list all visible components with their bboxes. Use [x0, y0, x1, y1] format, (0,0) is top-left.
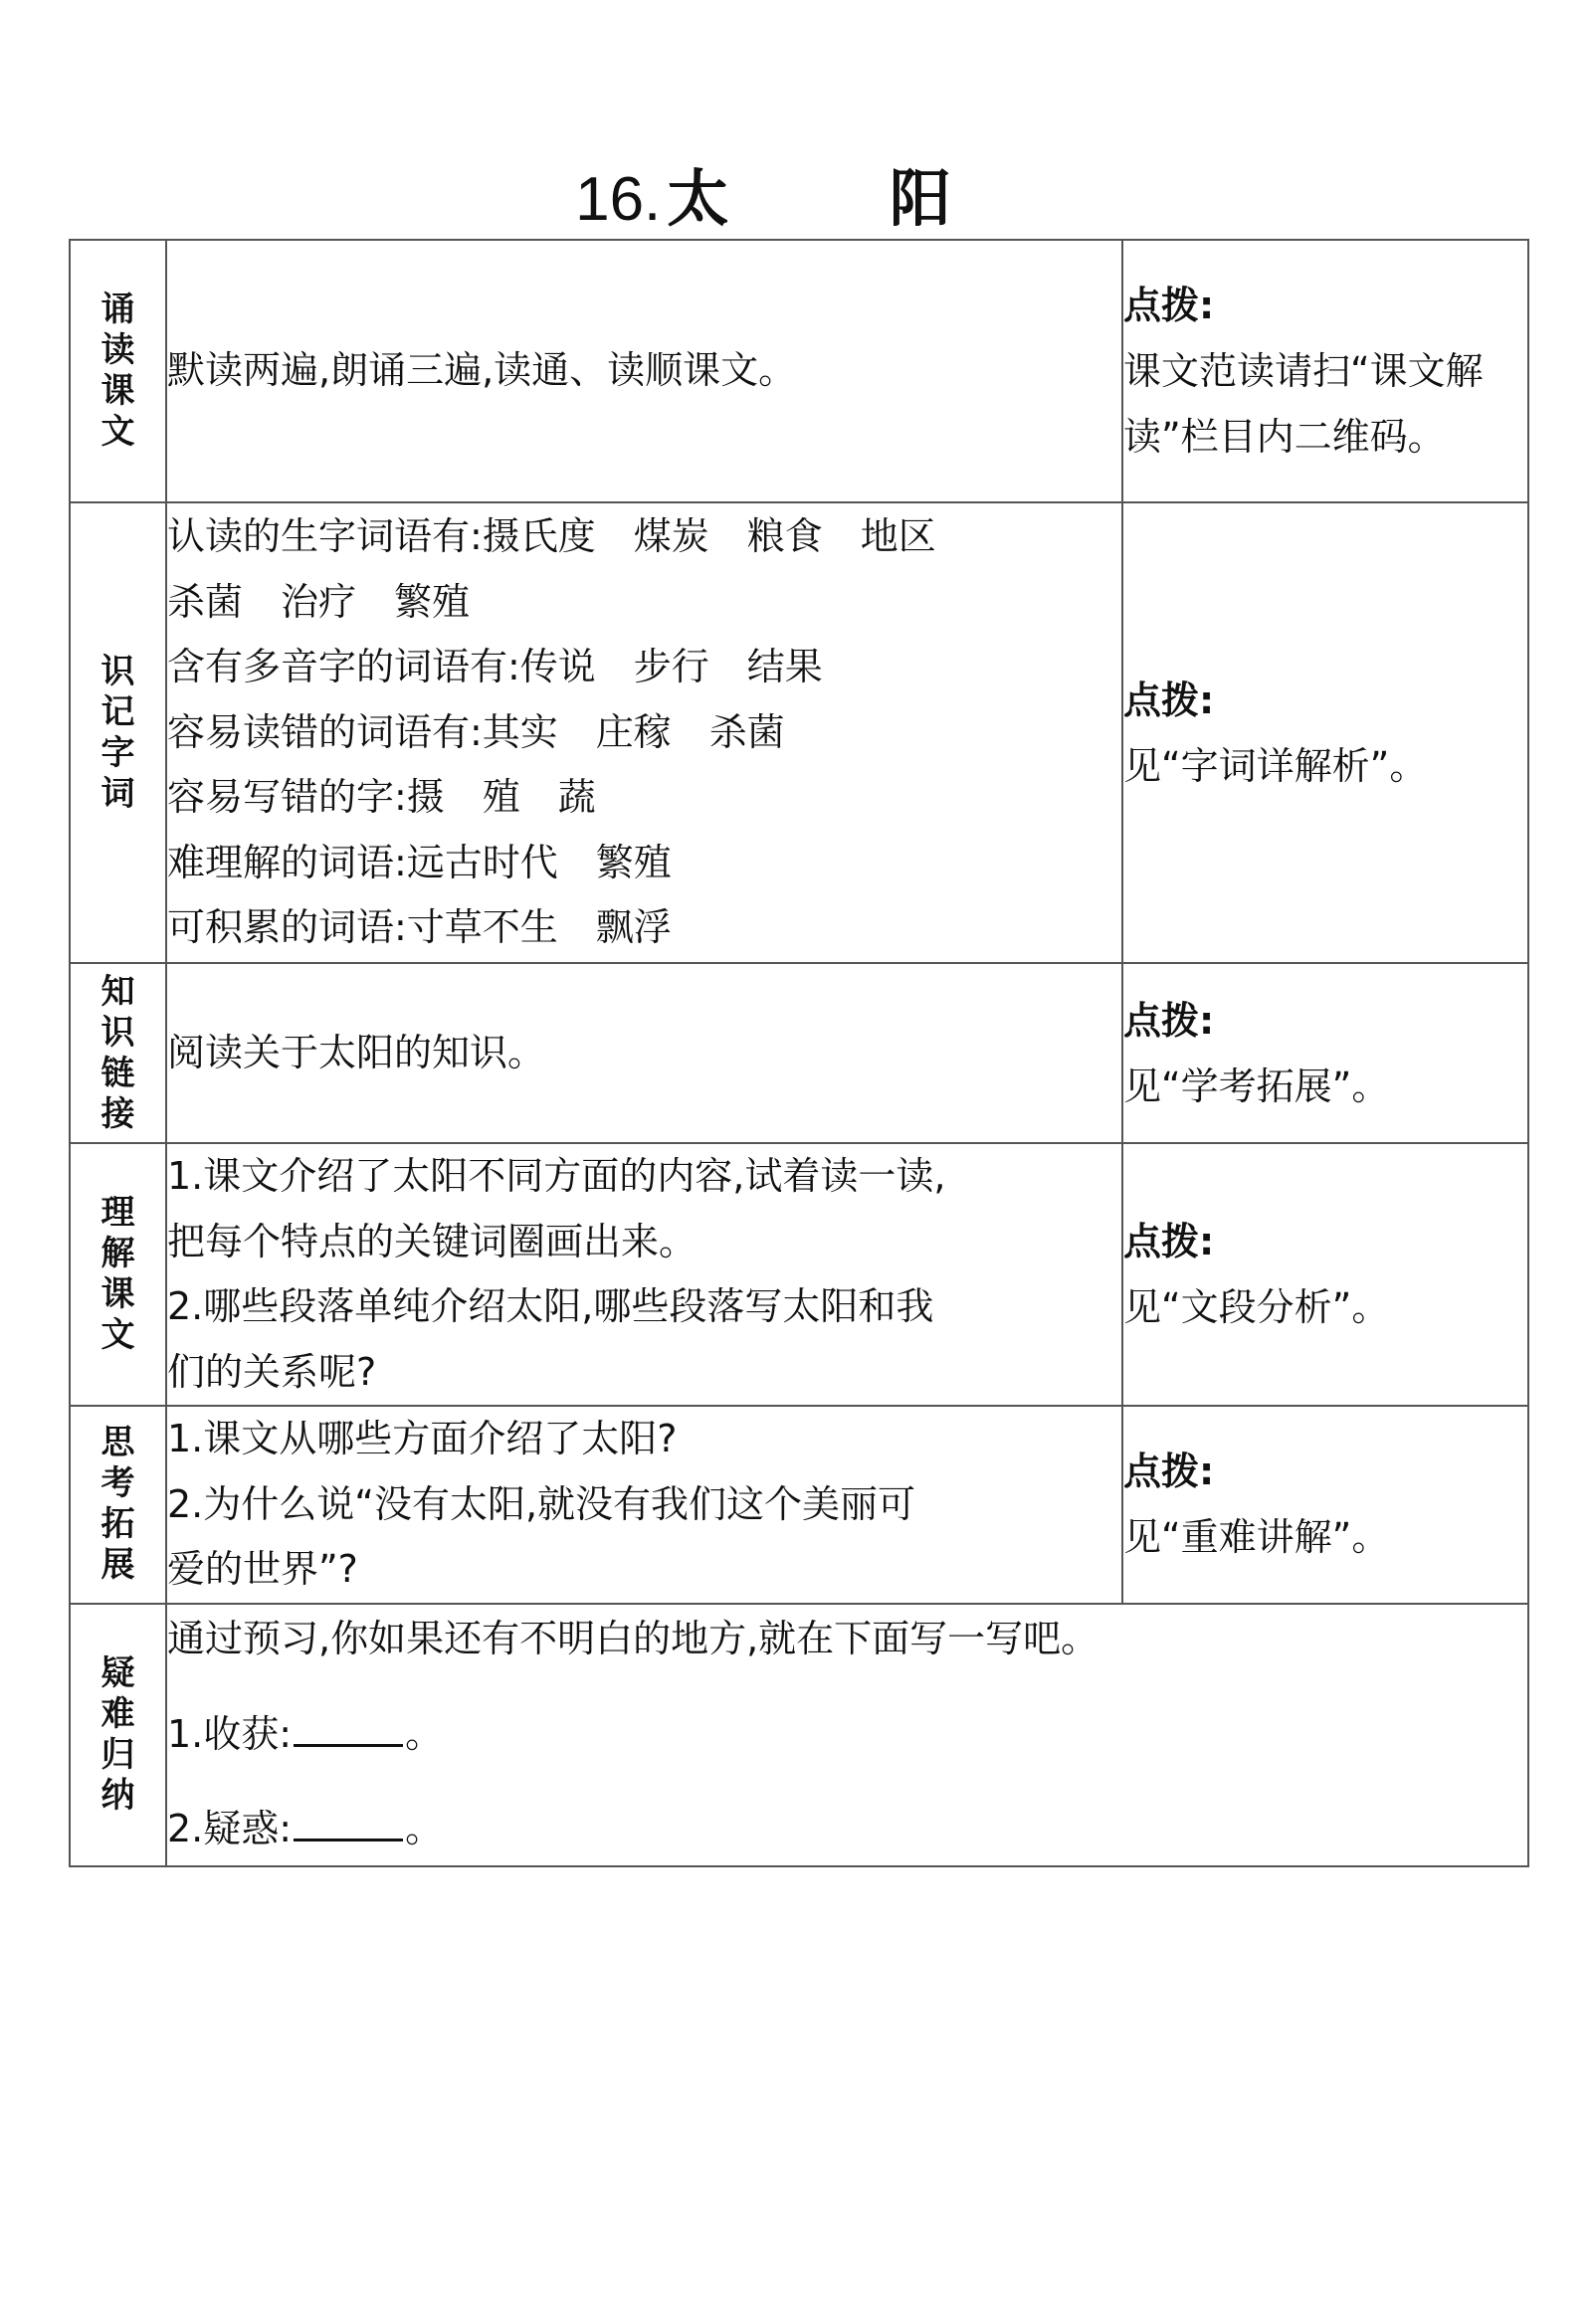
page-title — [0, 159, 1596, 240]
row-content-recite: 默读两遍,朗诵三遍,读通、读顺课文。 — [166, 240, 1122, 502]
gain-blank[interactable] — [294, 1702, 403, 1747]
lesson-number: 16. — [575, 165, 662, 234]
preview-table — [69, 239, 1529, 1867]
gain-line: 1.收获: 。 — [167, 1702, 1527, 1768]
row-tip-recite: 点拨: 课文范读请扫“课文解读”栏目内二维码。 — [1122, 240, 1528, 502]
row-label-summary: 疑 难 归 纳 — [70, 1604, 166, 1866]
row-tip-understand: 点拨: 见“文段分析”。 — [1122, 1143, 1528, 1406]
row-tip-knowledge: 点拨: 见“学考拓展”。 — [1122, 963, 1528, 1143]
table-row — [70, 963, 1528, 1143]
lesson-name: 太 阳 — [667, 162, 1021, 235]
row-content-extend: 1.课文从哪些方面介绍了太阳? 2.为什么说“没有太阳,就没有我们这个美丽可 爱的世界”? — [166, 1406, 1122, 1604]
row-content-words: 认读的生字词语有:摄氏度 煤炭 粮食 地区 杀菌 治疗 繁殖 含有多音字的词语有:传说 步行 结果 容易读错的词语有:其实 庄稼 杀菌 容易写错的字:摄 殖 蔬 难理解的词语:远古时代 繁殖 可积累的词语:寸草不生 飘浮 — [166, 502, 1122, 963]
row-content-understand: 1.课文介绍了太阳不同方面的内容,试着读一读, 把每个特点的关键词圈画出来。 2.哪些段落单纯介绍太阳,哪些段落写太阳和我 们的关系呢? — [166, 1143, 1122, 1406]
doubt-blank[interactable] — [294, 1797, 403, 1841]
row-label-extend: 思 考 拓 展 — [70, 1406, 166, 1604]
table-row — [70, 1604, 1528, 1866]
row-content-summary: 通过预习,你如果还有不明白的地方,就在下面写一写吧。 1.收获: 。 2.疑惑: 。 — [166, 1604, 1528, 1866]
table-row — [70, 240, 1528, 502]
row-label-words: 识 记 字 词 — [70, 502, 166, 963]
doubt-line: 2.疑惑: 。 — [167, 1797, 1527, 1862]
row-label-understand: 理 解 课 文 — [70, 1143, 166, 1406]
row-tip-words: 点拨: 见“字词详解析”。 — [1122, 502, 1528, 963]
table-row — [70, 502, 1528, 963]
row-label-knowledge: 知 识 链 接 — [70, 963, 166, 1143]
table-row — [70, 1143, 1528, 1406]
row-label-recite: 诵 读 课 文 — [70, 240, 166, 502]
table-row — [70, 1406, 1528, 1604]
row-tip-extend: 点拨: 见“重难讲解”。 — [1122, 1406, 1528, 1604]
row-content-knowledge: 阅读关于太阳的知识。 — [166, 963, 1122, 1143]
